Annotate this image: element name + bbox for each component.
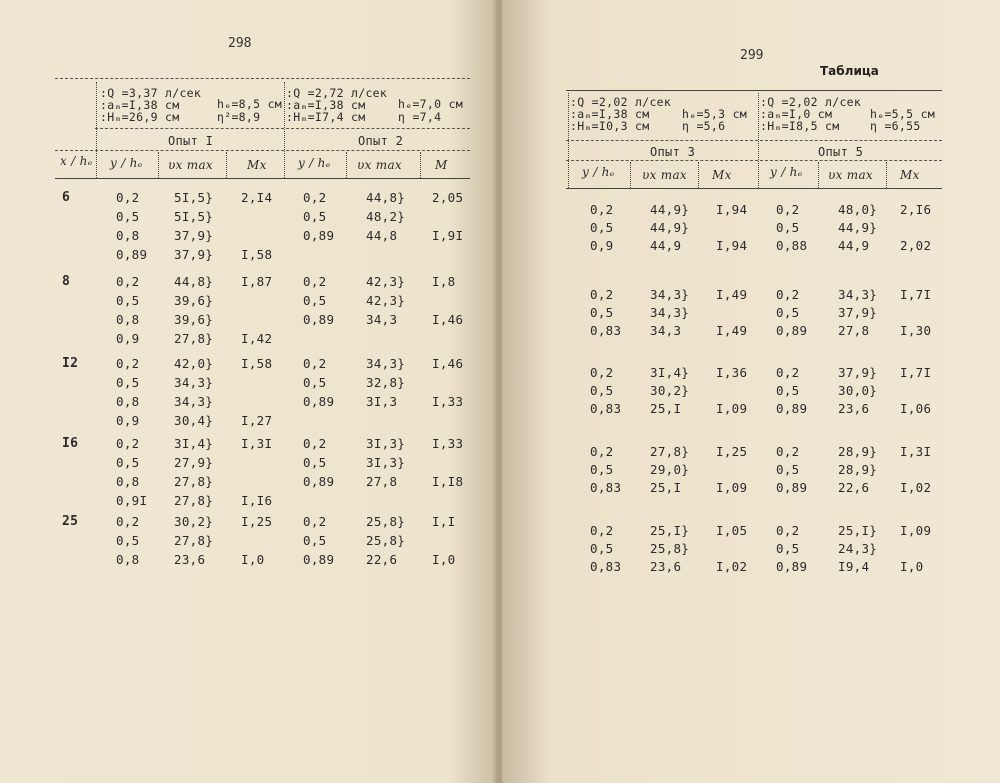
table-cell: 0,5 [303, 455, 327, 470]
col-m-exp1: Mx [247, 158, 267, 172]
table-cell: 44,9} [838, 220, 878, 235]
exp3-param-q: :Q =2,02 л/сек [570, 95, 672, 109]
table-cell: I,58 [241, 247, 273, 262]
table-cell: 0,5 [590, 462, 614, 477]
header-bottom-rule [55, 178, 470, 179]
exp2-param-q: :Q =2,72 л/сек [286, 86, 388, 100]
table-cell: I,25 [716, 444, 748, 459]
table-cell: 0,89 [303, 312, 335, 327]
table-cell: 0,8 [116, 312, 140, 327]
table-cell: 0,89 [303, 228, 335, 243]
table-cell: 0,9 [116, 331, 140, 346]
table-cell: 25,8} [366, 514, 406, 529]
table-cell: 0,5 [116, 375, 140, 390]
table-cell: 27,8} [174, 474, 214, 489]
table-cell: 0,2 [116, 356, 140, 371]
exp5-param-eta: η =6,55 [870, 119, 921, 133]
table-cell: 0,2 [776, 202, 800, 217]
table-cell: 25,I [650, 401, 682, 416]
table-cell: 0,83 [590, 559, 622, 574]
table-cell: I,I6 [241, 493, 273, 508]
table-cell: I,33 [432, 436, 464, 451]
table-cell: 0,5 [590, 220, 614, 235]
table-cell: 37,9} [838, 305, 878, 320]
table-cell: 42,3} [366, 274, 406, 289]
table-cell: I,02 [900, 480, 932, 495]
group-x-value: I2 [62, 356, 79, 371]
table-cell: 0,5 [776, 541, 800, 556]
table-cell: 23,6 [650, 559, 682, 574]
table-cell: 0,83 [590, 401, 622, 416]
col-divider [568, 93, 569, 188]
table-cell: 0,2 [590, 365, 614, 380]
table-cell: 0,2 [590, 287, 614, 302]
table-cell: I,3I [900, 444, 932, 459]
table-cell: 27,8 [838, 323, 870, 338]
table-cell: 3I,3} [366, 436, 406, 451]
table-cell: 0,5 [116, 209, 140, 224]
table-cell: 0,2 [303, 514, 327, 529]
col-m-exp2: M [435, 158, 448, 172]
table-cell: 0,2 [303, 356, 327, 371]
exp2-param-a: :aₘ=I,38 см [286, 98, 366, 112]
table-cell: 44,8} [174, 274, 214, 289]
table-cell: 5I,5} [174, 190, 214, 205]
table-cell: I,46 [432, 312, 464, 327]
table-cell: 29,0} [650, 462, 690, 477]
table-cell: I,0 [432, 552, 456, 567]
table-cell: 44,9 [838, 238, 870, 253]
table-cell: 39,6} [174, 312, 214, 327]
exp3-param-eta: η =5,6 [682, 119, 726, 133]
table-cell: I,I [432, 514, 456, 529]
table-cell: 0,88 [776, 238, 808, 253]
col-vmax-exp3: υx max [642, 168, 687, 182]
table-cell: 0,89 [776, 559, 808, 574]
col-y-over-h-exp2: y / hₑ [298, 156, 331, 170]
table-cell: 0,2 [590, 444, 614, 459]
table-cell: 25,I} [650, 523, 690, 538]
exp2-label: Опыт 2 [358, 134, 404, 148]
table-cell: 0,2 [590, 523, 614, 538]
exp5-param-he: hₑ=5,5 см [870, 107, 936, 121]
table-cell: 0,2 [776, 444, 800, 459]
table-cell: 44,8 [366, 228, 398, 243]
group-x-value: 25 [62, 514, 79, 529]
table-cell: I,0 [241, 552, 265, 567]
table-cell: I,49 [716, 323, 748, 338]
table-cell: 25,8} [650, 541, 690, 556]
table-cell: I,06 [900, 401, 932, 416]
table-cell: 24,3} [838, 541, 878, 556]
table-cell: 22,6 [366, 552, 398, 567]
table-cell: 37,9} [174, 247, 214, 262]
table-cell: 3I,4} [174, 436, 214, 451]
table-cell: 3I,4} [650, 365, 690, 380]
table-cell: 44,8} [366, 190, 406, 205]
table-cell: 39,6} [174, 293, 214, 308]
table-cell: 34,3 [366, 312, 398, 327]
table-cell: 44,9} [650, 220, 690, 235]
table-cell: 5I,5} [174, 209, 214, 224]
table-cell: 0,2 [303, 436, 327, 451]
col-m-exp3: Mx [712, 168, 732, 182]
table-cell: 0,89 [303, 394, 335, 409]
table-cell: 27,8 [366, 474, 398, 489]
table-cell: 0,5 [590, 383, 614, 398]
table-cell: 0,2 [116, 514, 140, 529]
table-cell: 0,89 [303, 474, 335, 489]
table-cell: I,27 [241, 413, 273, 428]
exp5-param-q: :Q =2,02 л/сек [760, 95, 862, 109]
header-mid-rule [566, 140, 942, 141]
table-cell: 2,02 [900, 238, 932, 253]
table-cell: 48,0} [838, 202, 878, 217]
exp2-param-he: hₑ=7,0 см [398, 97, 464, 111]
exp5-label: Опыт 5 [818, 145, 864, 159]
table-cell: 27,8} [174, 533, 214, 548]
table-cell: 30,2} [174, 514, 214, 529]
table-cell: 0,2 [303, 274, 327, 289]
table-cell: 0,5 [116, 533, 140, 548]
table-cell: 0,5 [303, 209, 327, 224]
table-cell: 0,9 [116, 413, 140, 428]
exp3-param-he: hₑ=5,3 см [682, 107, 748, 121]
table-cell: 0,5 [303, 375, 327, 390]
table-cell: 3I,3} [366, 455, 406, 470]
exp5-param-a: :aₘ=I,0 см [760, 107, 833, 121]
table-cell: I,3I [241, 436, 273, 451]
col-divider [630, 162, 631, 188]
table-cell: 37,9} [174, 228, 214, 243]
table-cell: 0,8 [116, 474, 140, 489]
table-cell: 28,9} [838, 444, 878, 459]
table-cell: 0,89 [776, 480, 808, 495]
table-cell: 0,2 [116, 190, 140, 205]
col-divider [698, 162, 699, 188]
table-cell: 3I,3 [366, 394, 398, 409]
table-cell: 0,2 [116, 274, 140, 289]
table-cell: 34,3} [174, 394, 214, 409]
table-cell: 0,5 [303, 293, 327, 308]
table-cell: 34,3} [838, 287, 878, 302]
table-cell: 0,5 [776, 305, 800, 320]
col-x-over-h: x / hₑ [60, 154, 93, 168]
col-divider [346, 152, 347, 178]
exp1-param-a: :aₘ=I,38 см [100, 98, 180, 112]
table-cell: I,33 [432, 394, 464, 409]
table-cell: 28,9} [838, 462, 878, 477]
table-cell: 32,8} [366, 375, 406, 390]
table-cell: 27,9} [174, 455, 214, 470]
table-cell: 0,2 [776, 365, 800, 380]
group-x-value: 6 [62, 190, 71, 205]
table-cell: 25,I [650, 480, 682, 495]
table-cell: 27,8} [174, 493, 214, 508]
table-top-rule [566, 90, 942, 91]
table-cell: 0,8 [116, 394, 140, 409]
table-cell: 2,I4 [241, 190, 273, 205]
page-number-right: 299 [740, 48, 764, 63]
table-cell: 0,5 [776, 462, 800, 477]
table-cell: 0,2 [116, 436, 140, 451]
table-cell: 0,5 [303, 533, 327, 548]
table-cell: I,05 [716, 523, 748, 538]
table-cell: 0,8 [116, 552, 140, 567]
table-cell: I,94 [716, 202, 748, 217]
table-cell: 0,9 [590, 238, 614, 253]
table-cell: I,87 [241, 274, 273, 289]
group-x-value: 8 [62, 274, 71, 289]
table-cell: 27,8} [174, 331, 214, 346]
exp3-param-a: :aₘ=I,38 см [570, 107, 650, 121]
table-cell: 0,89 [776, 401, 808, 416]
col-divider [226, 152, 227, 178]
table-cell: I9,4 [838, 559, 870, 574]
table-top-rule [55, 78, 470, 79]
table-cell: 48,2} [366, 209, 406, 224]
table-cell: 25,I} [838, 523, 878, 538]
left-page [0, 0, 498, 783]
col-vmax-exp2: υx max [357, 158, 402, 172]
col-vmax-exp5: υx max [828, 168, 873, 182]
table-title: Таблица [820, 64, 879, 78]
table-cell: 34,3} [174, 375, 214, 390]
exp1-param-eta: η²=8,9 [217, 110, 261, 124]
table-cell: 42,3} [366, 293, 406, 308]
table-cell: 0,8 [116, 228, 140, 243]
table-cell: I,02 [716, 559, 748, 574]
table-cell: 34,3 [650, 323, 682, 338]
table-cell: I,36 [716, 365, 748, 380]
table-cell: I,25 [241, 514, 273, 529]
table-cell: I,30 [900, 323, 932, 338]
col-divider [420, 152, 421, 178]
table-cell: I,09 [900, 523, 932, 538]
table-cell: I,09 [716, 401, 748, 416]
col-divider [758, 93, 759, 188]
table-cell: 42,0} [174, 356, 214, 371]
table-cell: 0,5 [116, 293, 140, 308]
table-cell: 23,6 [838, 401, 870, 416]
table-cell: 0,83 [590, 323, 622, 338]
col-divider [284, 82, 285, 178]
col-m-exp5: Mx [900, 168, 920, 182]
table-cell: 0,5 [590, 305, 614, 320]
col-divider [158, 152, 159, 178]
col-vmax-exp1: υx max [168, 158, 213, 172]
table-cell: 0,5 [776, 220, 800, 235]
table-cell: I,46 [432, 356, 464, 371]
table-cell: I,9I [432, 228, 464, 243]
header-sub-rule [566, 160, 942, 161]
table-cell: I,8 [432, 274, 456, 289]
table-cell: 30,2} [650, 383, 690, 398]
exp3-label: Опыт 3 [650, 145, 696, 159]
col-y-over-h-exp1: y / hₑ [110, 156, 143, 170]
table-cell: 0,5 [590, 541, 614, 556]
table-cell: 2,05 [432, 190, 464, 205]
col-divider [96, 82, 97, 178]
table-cell: I,I8 [432, 474, 464, 489]
table-cell: 23,6 [174, 552, 206, 567]
col-y-over-h-exp5: y / hₑ [770, 165, 803, 179]
table-cell: 0,5 [776, 383, 800, 398]
header-mid-rule [95, 128, 470, 129]
page-number-left: 298 [228, 36, 252, 51]
table-cell: I,09 [716, 480, 748, 495]
exp2-param-eta: η =7,4 [398, 110, 442, 124]
table-cell: I,58 [241, 356, 273, 371]
table-cell: 25,8} [366, 533, 406, 548]
table-cell: 34,3} [650, 287, 690, 302]
table-cell: 44,9} [650, 202, 690, 217]
table-cell: 0,2 [776, 287, 800, 302]
table-cell: 0,9I [116, 493, 148, 508]
header-bottom-rule [566, 188, 942, 189]
exp5-param-h: :Hₘ=I8,5 см [760, 119, 840, 133]
table-cell: I,7I [900, 287, 932, 302]
table-cell: 0,89 [776, 323, 808, 338]
col-divider [886, 162, 887, 188]
table-cell: 0,2 [590, 202, 614, 217]
table-cell: 0,5 [116, 455, 140, 470]
exp2-param-h: :Hₘ=I7,4 см [286, 110, 366, 124]
exp1-label: Опыт I [168, 134, 214, 148]
header-sub-rule [55, 150, 470, 151]
right-page [502, 0, 1000, 783]
exp3-param-h: :Hₘ=I0,3 см [570, 119, 650, 133]
table-cell: 0,89 [116, 247, 148, 262]
table-cell: 34,3} [650, 305, 690, 320]
table-cell: I,49 [716, 287, 748, 302]
table-cell: 30,4} [174, 413, 214, 428]
table-cell: 44,9 [650, 238, 682, 253]
table-cell: I,7I [900, 365, 932, 380]
table-cell: I,0 [900, 559, 924, 574]
table-cell: 0,83 [590, 480, 622, 495]
table-cell: 2,I6 [900, 202, 932, 217]
col-y-over-h-exp3: y / hₑ [582, 165, 615, 179]
table-cell: 22,6 [838, 480, 870, 495]
exp1-param-he: hₑ=8,5 см [217, 97, 283, 111]
table-cell: 0,89 [303, 552, 335, 567]
exp1-param-q: :Q =3,37 л/сек [100, 86, 202, 100]
group-x-value: I6 [62, 436, 79, 451]
exp1-param-h: :Hₘ=26,9 см [100, 110, 180, 124]
table-cell: I,94 [716, 238, 748, 253]
table-cell: I,42 [241, 331, 273, 346]
table-cell: 0,2 [303, 190, 327, 205]
table-cell: 30,0} [838, 383, 878, 398]
table-cell: 0,2 [776, 523, 800, 538]
table-cell: 34,3} [366, 356, 406, 371]
table-cell: 37,9} [838, 365, 878, 380]
table-cell: 27,8} [650, 444, 690, 459]
col-divider [818, 162, 819, 188]
